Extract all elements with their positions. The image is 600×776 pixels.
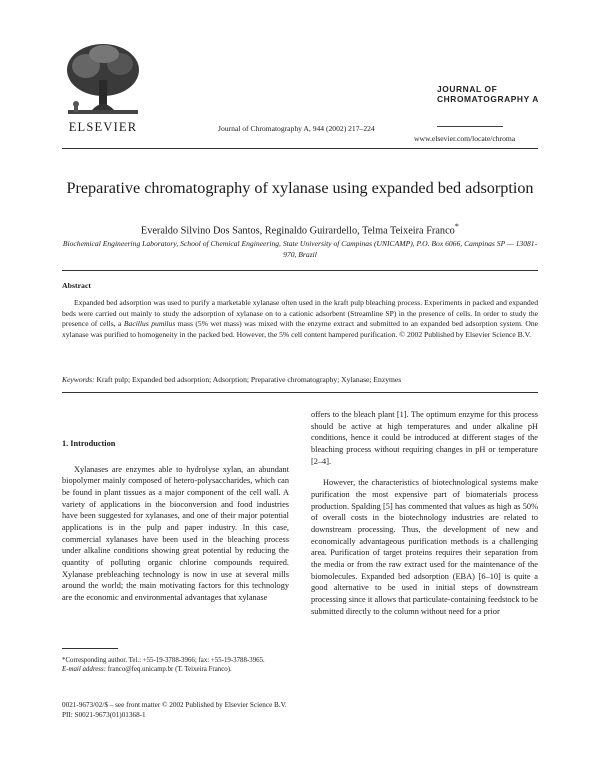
journal-citation: Journal of Chromatography A, 944 (2002) 217–224	[218, 124, 375, 133]
article-title: Preparative chromatography of xylanase using expanded bed adsorption	[66, 179, 534, 197]
journal-logo-rule	[437, 126, 503, 127]
intro-paragraph-1: Xylanases are enzymes able to hydrolyse xylan, an abundant biopolymer mainly composed of hetero-polysaccharides, which can be found in plant tissues as a major component of the cell wall. A variety of applications in the bioconversion and food industries have been suggested for xylanases, and one of their major potential applications is in the pulp and paper industry. In this case, commercial xylanases have been used in the bleaching process under alkaline conditions showing great potential by reducing the quantity of polluting organic chlorine compounds required. Xylanase prebleaching technology is now in use at several mills around the world; the main motivating factors for this technology are the economic and environmental advantages that xylanase	[62, 464, 289, 602]
footnote-email-label: E-mail address:	[62, 666, 106, 674]
abstract-top-rule	[62, 270, 538, 271]
article-authors	[62, 221, 538, 236]
footer-pii: PII: S0021-9673(01)01368-1	[62, 711, 146, 719]
section-heading-introduction: 1. Introduction	[62, 439, 116, 448]
keywords	[62, 375, 538, 384]
right-column	[311, 409, 538, 617]
abstract-text-part2: mass (5% wet mass) was mixed with the enzyme extract and submitted to an expanded bed adsorption system. One xylanase was purified to homogeneity in the packed bed. However, the 5% cell content hampered purification. © 2002 Published by Elsevier Science B.V.	[62, 319, 538, 339]
abstract-organism: Bacillus pumilus	[123, 319, 176, 329]
elsevier-tree-logo	[62, 40, 144, 118]
abstract-text-part1: Expanded bed adsorption was used to purify a marketable xylanase often used in the kraft pulp bleaching process. Experiments in packed and expanded beds were carried out mainly to study the adsorption of xylanase on to a cationic adsorbent (Streamline SP) in the presence of cells. In order to study the presence of cells, a	[62, 298, 538, 329]
footnote-rule	[62, 648, 118, 649]
journal-name-line1: JOURNAL OF	[437, 84, 498, 94]
abstract-text	[62, 298, 538, 340]
intro-paragraph-2: However, the characteristics of biotechnological systems make purification the most expensive part of biomaterials process production. Spalding [5] has commented that values as high as 50% of overall costs in the biotechnology industries are related to downstream processing. Thus, the development of new and economically advantageous purification methods is a challenging area. Purification of target proteins requires their separation from the media or from the raw extract used for the maintenance of the biomolecules. Expanded bed adsorption (EBA) [6–10] is quite a good alternative to be used in initial steps of downstream processing since it allows that particulate-containing feedstock to be submitted directly to the column without need for a prior	[311, 478, 538, 616]
keywords-label: Keywords:	[62, 375, 95, 384]
footnote-email[interactable]: franco@feq.unicamp.br (T. Teixeira Franco).	[105, 666, 232, 674]
footnote-corresponding: *Corresponding author. Tel.: +55-19-3788-3966; fax: +55-19-3788-3965.	[62, 657, 265, 664]
abstract-bottom-rule	[62, 392, 538, 393]
intro-paragraph-1-cont: offers to the bleach plant [1]. The optimum enzyme for this process should be active at high temperatures and under alkaline pH conditions, hence it could be introduced at different stages of the bleaching process without requiring changes in pH or temperature [2–4].	[311, 410, 538, 466]
header-rule	[62, 148, 538, 149]
footer-copyright: 0021-9673/02/$ – see front matter © 2002 Published by Elsevier Science B.V.	[62, 701, 287, 709]
footer-info	[62, 700, 287, 720]
keywords-list: Kraft pulp; Expanded bed adsorption; Adsorption; Preparative chromatography; Xylanase; Enzymes	[94, 375, 402, 384]
journal-name-line2: CHROMATOGRAPHY A	[437, 93, 539, 104]
publisher-name: ELSEVIER	[68, 120, 138, 134]
author-names: Everaldo Silvino Dos Santos, Reginaldo Guirardello, Telma Teixeira Franco	[140, 225, 455, 237]
corresponding-author-mark: *	[454, 221, 460, 231]
journal-logo-text	[437, 85, 539, 104]
abstract-heading: Abstract	[62, 281, 92, 290]
left-column	[62, 438, 289, 604]
journal-url[interactable]: www.elsevier.com/locate/chroma	[414, 134, 516, 143]
author-affiliation: Biochemical Engineering Laboratory, School of Chemical Engineering, State University of Campinas (UNICAMP), P.O. Box 6066, Campinas SP — 13081-970, Brazil	[62, 239, 538, 259]
footnote	[62, 656, 292, 675]
